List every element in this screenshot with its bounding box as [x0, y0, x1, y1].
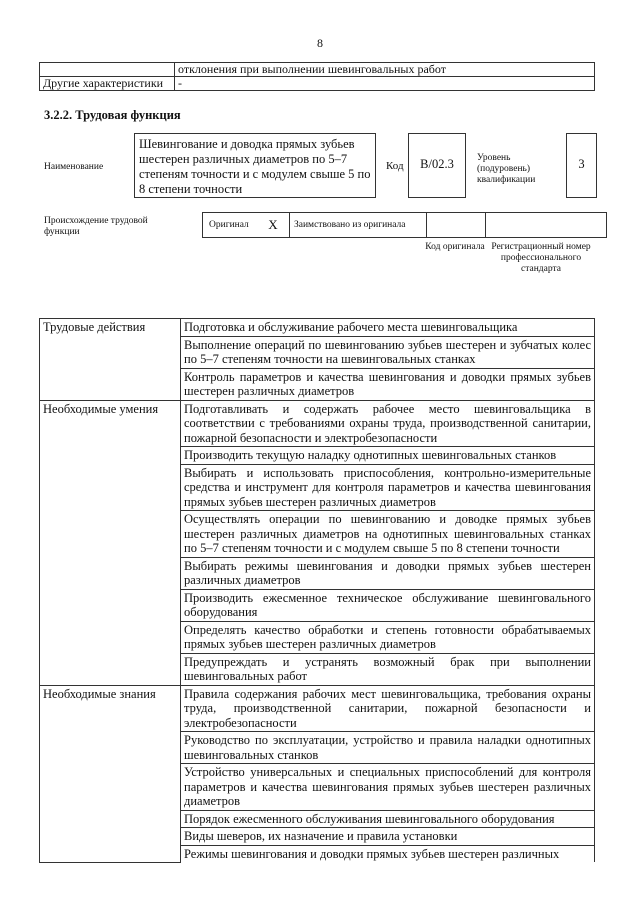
competency-table — [39, 318, 595, 863]
row-label: Трудовые действия — [40, 319, 181, 401]
other-characteristics-label: Другие характеристики — [40, 77, 175, 91]
table-row — [40, 400, 595, 447]
name-label: Наименование — [44, 162, 104, 172]
list-item: Производить текущую наладку однотипных шевинговальных станков — [181, 447, 595, 465]
original-code-cell — [427, 213, 486, 238]
code-label: Код — [386, 160, 404, 172]
row-label: Необходимые знания — [40, 685, 181, 862]
code-original-caption: Код оригинала — [425, 242, 485, 252]
level-value: 3 — [578, 157, 585, 171]
list-item: Режимы шевингования и доводки прямых зубьев шестерен различных — [181, 845, 595, 862]
list-item: Выбирать режимы шевингования и доводки прямых зубьев шестерен различных диаметров — [181, 557, 595, 589]
origin-table — [202, 212, 607, 238]
list-item: Осуществлять операции по шевингованию и доводке прямых зубьев шестерен различных диаметров на однотипных шевинговальных станках по 5–7 степеням точности и с модулем свыше 5 по 8 степени точности — [181, 511, 595, 558]
code-value: B/02.3 — [420, 157, 454, 171]
function-name-value: Шевингование и доводка прямых зубьев шестерен различных диаметров по 5–7 степеням точности и с модулем свыше 5 по 8 степени точности — [139, 137, 371, 196]
list-item: Подготовка и обслуживание рабочего места шевинговальщика — [181, 319, 595, 337]
level-box — [566, 133, 597, 198]
level-label: Уровень (подуровень) квалификации — [477, 153, 536, 185]
list-item: Выполнение операций по шевингованию зубьев шестерен и зубчатых колес по 5–7 степеням точности на шевинговальных станках — [181, 336, 595, 368]
list-item: Виды шеверов, их назначение и правила установки — [181, 828, 595, 846]
table-row — [40, 319, 595, 337]
row-label: Необходимые умения — [40, 400, 181, 685]
deviation-text: отклонения при выполнении шевинговальных работ — [175, 63, 595, 77]
list-item: Контроль параметров и качества шевингования и доводки прямых зубьев шестерен различных диаметров — [181, 368, 595, 400]
list-item: Предупреждать и устранять возможный брак при выполнении шевинговальных работ — [181, 653, 595, 685]
origin-label: Происхождение трудовой функции — [44, 216, 148, 237]
table-row — [40, 685, 595, 732]
borrowed-label: Заимствовано из оригинала — [290, 213, 427, 238]
original-label: Оригинал — [203, 213, 258, 238]
page-number: 8 — [317, 36, 323, 50]
reg-number-caption: Регистрационный номер профессионального стандарта — [491, 242, 591, 274]
original-mark: X — [257, 213, 290, 238]
other-characteristics-value: - — [175, 77, 595, 91]
section-title: 3.2.2. Трудовая функция — [44, 108, 181, 122]
list-item: Подготавливать и содержать рабочее место шевинговальщика в соответствии с требованиями охраны труда, производственной санитарии, пожарной безопасности и электробезопасности — [181, 400, 595, 447]
previous-section-table — [39, 62, 595, 91]
function-name-box — [134, 133, 376, 198]
list-item: Устройство универсальных и специальных приспособлений для контроля параметров и качества шевингования прямых зубьев шестерен различных диаметров — [181, 764, 595, 811]
code-box — [408, 133, 466, 198]
list-item: Определять качество обработки и степень готовности обрабатываемых прямых зубьев шестерен различных диаметров — [181, 621, 595, 653]
registration-number-cell — [486, 213, 607, 238]
list-item: Правила содержания рабочих мест шевинговальщика, требования охраны труда, производственной санитарии, пожарной безопасности и электробезопасности — [181, 685, 595, 732]
list-item: Производить ежесменное техническое обслуживание шевинговального оборудования — [181, 589, 595, 621]
list-item: Руководство по эксплуатации, устройство и правила наладки однотипных шевинговальных станков — [181, 732, 595, 764]
list-item: Порядок ежесменного обслуживания шевинговального оборудования — [181, 810, 595, 828]
list-item: Выбирать и использовать приспособления, контрольно-измерительные средства и инструмент для контроля параметров и качества шевингования прямых зубьев шестерен различных диаметров — [181, 464, 595, 511]
